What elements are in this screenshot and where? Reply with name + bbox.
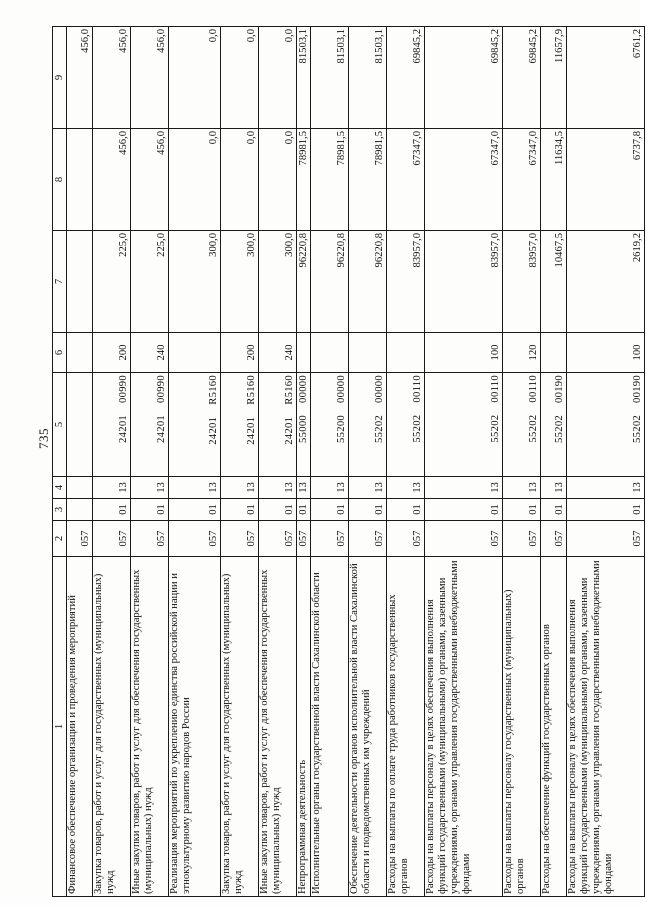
amount-col9-cell: 81503,1: [349, 27, 387, 129]
amount-col8-cell: 67347,0: [503, 129, 541, 231]
column-header: 5: [53, 373, 67, 477]
row-name-cell: Исполнительные органы государственной власти Сахалинской области: [311, 557, 349, 897]
row-name-cell: Расходы на выплаты персоналу в целях обеспечения выполнения функций государственными (муниципальными) органами, казенными учреждениями, органами управления государственными внебюджетными фондами: [425, 557, 503, 897]
amount-col9-cell: 81503,1: [311, 27, 349, 129]
table-row: [349, 27, 387, 897]
target-article-cell: [221, 373, 259, 477]
table-row: [259, 27, 297, 897]
amount-col8-cell: 456,0: [93, 129, 131, 231]
subsection-cell: 13: [93, 477, 131, 499]
section-cell: 01: [259, 499, 297, 521]
amount-col9-cell: 456,0: [93, 27, 131, 129]
column-header: 3: [53, 499, 67, 521]
amount-col9-cell: 69845,2: [387, 27, 425, 129]
target-article-direction: 00110: [490, 375, 501, 403]
subsection-cell: 13: [297, 477, 311, 499]
target-article-program: 55202: [374, 414, 385, 443]
amount-col8-cell: 6737,8: [567, 129, 645, 231]
row-name-cell: Непрограммная деятельность: [297, 557, 311, 897]
table-row: [425, 27, 503, 897]
target-article-program: 24201: [208, 416, 219, 445]
target-article-direction: 00000: [336, 375, 347, 403]
expense-type-cell: [169, 333, 221, 373]
table-row: [169, 27, 221, 897]
column-header: 4: [53, 477, 67, 499]
target-article-cell: [131, 373, 169, 477]
subsection-cell: 13: [349, 477, 387, 499]
amount-col8-cell: 78981,5: [349, 129, 387, 231]
target-article-program: 24201: [118, 414, 129, 443]
column-header: 7: [53, 231, 67, 333]
expense-type-cell: 200: [93, 333, 131, 373]
amount-col8-cell: 78981,5: [297, 129, 311, 231]
expense-type-cell: [311, 333, 349, 373]
amount-col8-cell: [67, 129, 93, 231]
target-article-program: 55202: [632, 414, 643, 443]
target-article-cell: [425, 373, 503, 477]
table-row: [311, 27, 349, 897]
amount-col9-cell: 0,0: [259, 27, 297, 129]
amount-col7-cell: 225,0: [93, 231, 131, 333]
section-cell: 01: [169, 499, 221, 521]
column-header: 9: [53, 27, 67, 129]
amount-col8-cell: 0,0: [221, 129, 259, 231]
amount-col7-cell: 300,0: [221, 231, 259, 333]
target-article-direction: R5160: [284, 375, 295, 405]
subsection-cell: 13: [311, 477, 349, 499]
amount-col7-cell: 83957,0: [387, 231, 425, 333]
subsection-cell: 13: [503, 477, 541, 499]
amount-col9-cell: 456,0: [131, 27, 169, 129]
target-article-direction: R5160: [246, 375, 257, 405]
target-article-cell: [259, 373, 297, 477]
table-row: [221, 27, 259, 897]
grbs-cell: 057: [67, 521, 93, 557]
budget-table: [52, 26, 645, 897]
target-article-direction: 00110: [412, 375, 423, 403]
amount-col9-cell: 0,0: [169, 27, 221, 129]
target-article-program: 55202: [490, 414, 501, 443]
section-cell: 01: [311, 499, 349, 521]
target-article-direction: 00000: [374, 375, 385, 403]
row-name-cell: Иные закупки товаров, работ и услуг для обеспечения государственных (муниципальных) нужд: [131, 557, 169, 897]
table-row: [93, 27, 131, 897]
section-cell: 01: [503, 499, 541, 521]
grbs-cell: 057: [387, 521, 425, 557]
expense-type-cell: [387, 333, 425, 373]
grbs-cell: 057: [349, 521, 387, 557]
amount-col7-cell: 300,0: [259, 231, 297, 333]
row-name-cell: Иные закупки товаров, работ и услуг для обеспечения государственных (муниципальных) нужд: [259, 557, 297, 897]
row-name-cell: Расходы на обеспечение функций государственных органов: [541, 557, 567, 897]
expense-type-cell: 240: [259, 333, 297, 373]
subsection-cell: 13: [131, 477, 169, 499]
rotated-sheet: [10, 12, 650, 907]
row-name-cell: Обеспечение деятельности органов исполнительной власти Сахалинской области и подведомственных им учреждений: [349, 557, 387, 897]
subsection-cell: 13: [221, 477, 259, 499]
expense-type-cell: 100: [567, 333, 645, 373]
row-name-cell: Закупка товаров, работ и услуг для государственных (муниципальных) нужд: [93, 557, 131, 897]
expense-type-cell: 200: [221, 333, 259, 373]
target-article-program: 55200: [336, 414, 347, 443]
section-cell: 01: [131, 499, 169, 521]
amount-col8-cell: 67347,0: [425, 129, 503, 231]
section-cell: 01: [567, 499, 645, 521]
target-article-cell: [311, 373, 349, 477]
amount-col9-cell: 456,0: [67, 27, 93, 129]
target-article-program: 24201: [156, 414, 167, 443]
amount-col9-cell: 81503,1: [297, 27, 311, 129]
target-article-cell: [169, 373, 221, 477]
target-article-direction: 00990: [118, 375, 129, 403]
table-row: [387, 27, 425, 897]
section-cell: 01: [349, 499, 387, 521]
amount-col7-cell: 10467,5: [541, 231, 567, 333]
amount-col7-cell: 96220,8: [349, 231, 387, 333]
expense-type-cell: [67, 333, 93, 373]
section-cell: 01: [541, 499, 567, 521]
grbs-cell: 057: [169, 521, 221, 557]
target-article-direction: R5160: [208, 375, 219, 405]
page-number: 735: [36, 428, 51, 449]
amount-col9-cell: 11657,9: [541, 27, 567, 129]
subsection-cell: [67, 477, 93, 499]
amount-col8-cell: 456,0: [131, 129, 169, 231]
subsection-cell: 13: [259, 477, 297, 499]
row-name-cell: Закупка товаров, работ и услуг для государственных (муниципальных) нужд: [221, 557, 259, 897]
amount-col7-cell: 83957,0: [425, 231, 503, 333]
grbs-cell: 057: [311, 521, 349, 557]
amount-col7-cell: 83957,0: [503, 231, 541, 333]
grbs-cell: 057: [93, 521, 131, 557]
row-name-cell: Реализация мероприятий по укреплению единства российской нации и этнокультурному развитию народов России: [169, 557, 221, 897]
expense-type-cell: [541, 333, 567, 373]
amount-col8-cell: 0,0: [259, 129, 297, 231]
target-article-direction: 00110: [528, 375, 539, 403]
section-cell: 01: [387, 499, 425, 521]
expense-type-cell: [297, 333, 311, 373]
row-name-cell: Расходы на выплаты персоналу в целях обеспечения выполнения функций государственными (муниципальными) органами, казенными учреждениями, органами управления государственными внебюджетными фондами: [567, 557, 645, 897]
target-article-cell: [349, 373, 387, 477]
table-row: [67, 27, 93, 897]
amount-col7-cell: 96220,8: [297, 231, 311, 333]
amount-col7-cell: 96220,8: [311, 231, 349, 333]
table-row: [503, 27, 541, 897]
grbs-cell: 057: [503, 521, 541, 557]
table-row: [131, 27, 169, 897]
amount-col7-cell: 300,0: [169, 231, 221, 333]
expense-type-cell: 120: [503, 333, 541, 373]
section-cell: 01: [297, 499, 311, 521]
target-article-program: 55202: [528, 414, 539, 443]
amount-col8-cell: 0,0: [169, 129, 221, 231]
target-article-direction: 00990: [156, 375, 167, 403]
amount-col9-cell: 0,0: [221, 27, 259, 129]
target-article-program: 55202: [554, 414, 565, 443]
expense-type-cell: 100: [425, 333, 503, 373]
amount-col9-cell: 69845,2: [425, 27, 503, 129]
target-article-direction: 00190: [554, 375, 565, 403]
table-body: [67, 27, 645, 897]
grbs-cell: 057: [567, 521, 645, 557]
subsection-cell: 13: [541, 477, 567, 499]
target-article-cell: [387, 373, 425, 477]
row-name-cell: Расходы на выплаты персоналу государственных (муниципальных) органов: [503, 557, 541, 897]
subsection-cell: 13: [567, 477, 645, 499]
amount-col8-cell: 11634,5: [541, 129, 567, 231]
column-header: 2: [53, 521, 67, 557]
amount-col9-cell: 69845,2: [503, 27, 541, 129]
column-header: 1: [53, 557, 67, 897]
amount-col7-cell: 2619,2: [567, 231, 645, 333]
section-cell: 01: [425, 499, 503, 521]
amount-col7-cell: 225,0: [131, 231, 169, 333]
subsection-cell: 13: [169, 477, 221, 499]
table-row: [567, 27, 645, 897]
target-article-program: 24201: [246, 416, 257, 445]
section-cell: 01: [221, 499, 259, 521]
column-header: 6: [53, 333, 67, 373]
subsection-cell: 13: [387, 477, 425, 499]
target-article-cell: [67, 373, 93, 477]
target-article-cell: [503, 373, 541, 477]
row-name-cell: Расходы на выплаты по оплате труда работников государственных органов: [387, 557, 425, 897]
target-article-cell: [541, 373, 567, 477]
header-row: [53, 27, 67, 897]
table-row: [297, 27, 311, 897]
grbs-cell: 057: [425, 521, 503, 557]
expense-type-cell: 240: [131, 333, 169, 373]
target-article-direction: 00000: [298, 375, 309, 403]
target-article-direction: 00190: [632, 375, 643, 403]
target-article-cell: [567, 373, 645, 477]
column-header: 8: [53, 129, 67, 231]
table-row: [541, 27, 567, 897]
amount-col9-cell: 6761,2: [567, 27, 645, 129]
grbs-cell: 057: [297, 521, 311, 557]
amount-col7-cell: [67, 231, 93, 333]
subsection-cell: 13: [425, 477, 503, 499]
grbs-cell: 057: [221, 521, 259, 557]
grbs-cell: 057: [131, 521, 169, 557]
target-article-program: 55202: [412, 414, 423, 443]
grbs-cell: 057: [259, 521, 297, 557]
row-name-cell: Финансовое обеспечение организации и проведения мероприятий: [67, 557, 93, 897]
target-article-cell: [297, 373, 311, 477]
target-article-program: 24201: [284, 416, 295, 445]
section-cell: 01: [93, 499, 131, 521]
grbs-cell: 057: [541, 521, 567, 557]
section-cell: [67, 499, 93, 521]
amount-col8-cell: 78981,5: [311, 129, 349, 231]
target-article-cell: [93, 373, 131, 477]
expense-type-cell: [349, 333, 387, 373]
amount-col8-cell: 67347,0: [387, 129, 425, 231]
target-article-program: 55000: [298, 414, 309, 443]
